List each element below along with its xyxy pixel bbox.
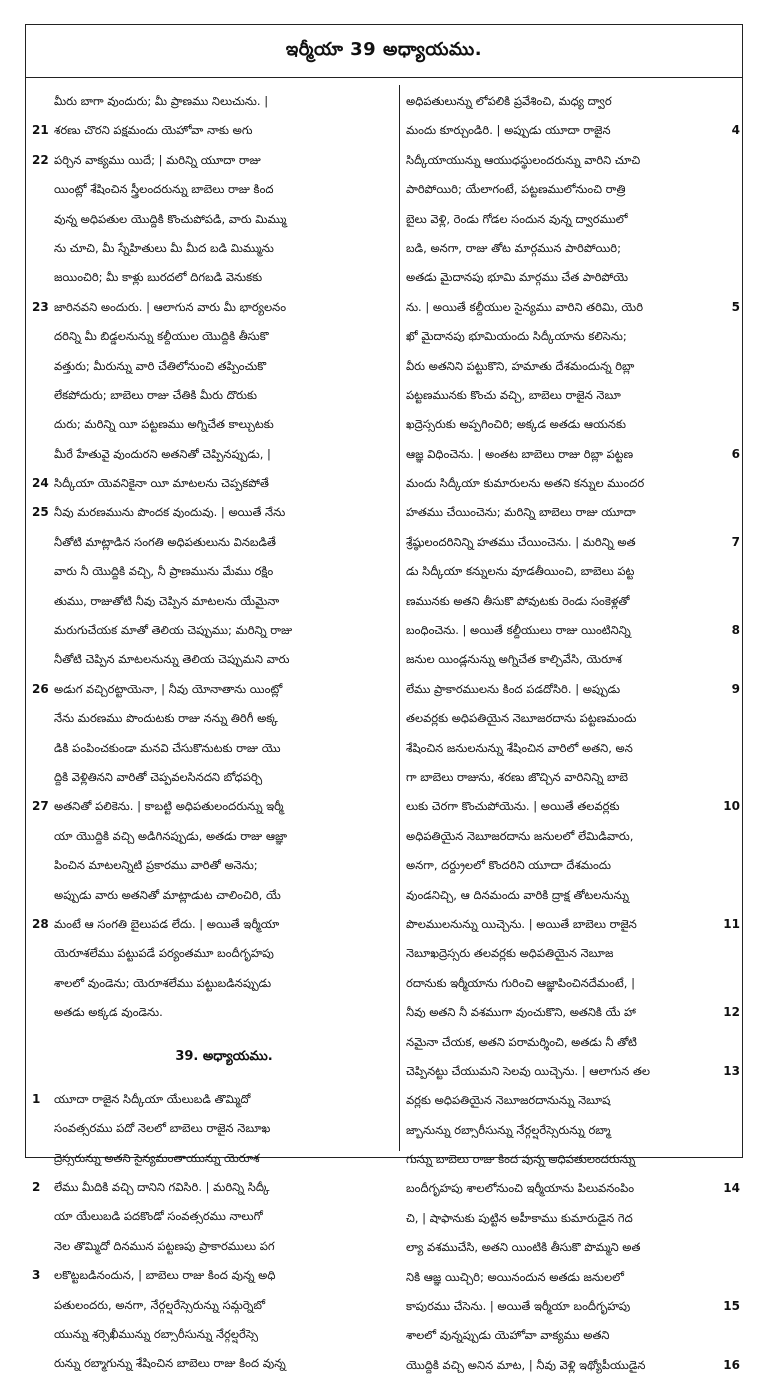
text-line (406, 352, 740, 381)
line-text: యెరూశలేము పట్టుపడే పర్యంతమూ బందీగృహపు (54, 946, 274, 961)
text-line (32, 410, 394, 439)
text-line (406, 587, 740, 616)
text-line (32, 822, 394, 851)
line-text: శేషించిన జనులనున్ను శేషించిన వారిలో అతని, అన (406, 740, 633, 755)
page-title: ఇర్మీయా 39 అధ్యాయము. (285, 38, 483, 60)
line-text: పర్చిన వాక్యము యిదే; | మరిన్ని యూదా రాజు (54, 152, 261, 167)
line-text: కాపురము చేసెను. | అయితే ఇర్మీయా బందీగృహపు (406, 1299, 631, 1314)
text-line (32, 704, 394, 733)
text-line (406, 116, 740, 145)
text-line (406, 1086, 740, 1115)
text-line (32, 1114, 394, 1143)
line-text: ను. | అయితే కల్దీయుల సైన్యము వారిని తరిమి, యెరి (406, 299, 644, 314)
verse-number: 3 (32, 1268, 41, 1283)
text-line (32, 1291, 394, 1320)
text-line (406, 146, 740, 175)
line-text: పొలములనున్ను యిచ్చెను. | అయితే బాబెలు రాజైన (406, 916, 637, 931)
verse-number: 25 (32, 505, 49, 520)
text-line (32, 645, 394, 674)
text-line (32, 263, 394, 292)
text-line (406, 998, 740, 1027)
line-text: సంవత్సరము పదో నెలలో బాబెలు రాజైన నెబూఖ (54, 1121, 271, 1136)
text-line (406, 322, 740, 351)
line-text: అతడు అక్కడ వుండెను. (54, 1005, 163, 1020)
line-text: నమైనా చేయక, అతని పరామర్శించి, అతడు నీ తోటి (406, 1034, 637, 1049)
text-line (406, 205, 740, 234)
line-text: నీవు మరణమును పొందక వుందువు. | అయితే నేను (54, 505, 286, 520)
text-line (406, 528, 740, 557)
verse-number: 6 (731, 446, 740, 461)
text-line (406, 469, 740, 498)
verse-number: 22 (32, 152, 49, 167)
verse-number: 4 (731, 123, 740, 138)
line-text: రున్ను రబ్మాగున్ను శేషించిన బాబెలు రాజు కింద వున్న (54, 1356, 286, 1371)
text-line (32, 205, 394, 234)
line-text: బందీగృహపు శాలలోనుంచి ఇర్మీయాను పిలువనంపిం (406, 1181, 635, 1196)
text-line (32, 763, 394, 792)
line-text: బైలు వెళ్లి, రెండు గోడల సందున వున్న ద్వారములో (406, 211, 628, 226)
text-line (32, 881, 394, 910)
line-text: శరణు చొరని పక్షమందు యెహోవా నాకు అగు (54, 123, 253, 138)
text-line (406, 675, 740, 704)
text-line (406, 734, 740, 763)
line-text: లుకు చెరగా కొంచుపోయెను. | అయితే తలవర్లకు (406, 799, 620, 814)
text-line (32, 116, 394, 145)
line-text: జనుల యిండ్లనున్ను అగ్నిచేత కాల్చివేసి, యెరూశ (406, 652, 622, 667)
verse-number: 23 (32, 299, 49, 314)
line-text: లేము మీదికి వచ్చి దానిని గవిసిరి. | మరిన్ని సిద్కీ (54, 1180, 270, 1195)
line-text: శాలలో వుండెను; యెరూశలేము పట్టుబడినప్పుడు (54, 975, 272, 990)
text-line (406, 616, 740, 645)
line-text: జ్బానున్ను రబ్సారీసున్ను నేర్గల్షరేస్సెరున్ను రబ్మా (406, 1122, 611, 1137)
text-line (406, 1116, 740, 1145)
text-line (32, 1085, 394, 1114)
text-line (406, 1057, 740, 1086)
line-text: తుము, రాజుతోటి నీవు చెప్పిన మాటలను యేమైనా (54, 593, 280, 608)
line-text: గున్ను బాబెలు రాజు కింద వున్న అధిపతులందరున్ను (406, 1152, 636, 1167)
line-text: ద్రెస్సరున్ను అతని సైన్యమంతాయున్ను యెరూశ (54, 1150, 260, 1165)
verse-number: 13 (723, 1063, 740, 1078)
line-text: యొద్దికి వచ్చి అనిన మాట, | నీవు వెళ్లి ఇథ్యోపీయుడైన (406, 1357, 646, 1372)
verse-number: 7 (731, 534, 740, 549)
text-line (32, 381, 394, 410)
text-line (32, 352, 394, 381)
text-line (406, 792, 740, 821)
verse-number: 10 (723, 799, 740, 814)
verse-number: 26 (32, 681, 49, 696)
text-line (32, 998, 394, 1027)
line-text: అప్పుడు వారు అతనితో మాట్లాడుట చాలించిరి, యే (54, 887, 281, 902)
text-line (32, 440, 394, 469)
line-text: నీతోటి మాట్లాడిన సంగతి అధిపతులును వినబడితే (54, 534, 276, 549)
text-line (32, 1349, 394, 1378)
line-text: దురు; మరిన్ని యీ పట్టణము అగ్నిచేత కాల్చుటకు (54, 417, 274, 432)
document-page (25, 24, 743, 1372)
line-text: జారినవని అందురు. | ఆలాగున వారు మీ భార్యలనం (54, 299, 287, 314)
line-text: అతనితో పలికెను. | కాబట్టి అధిపతులందరున్ను ఇర్మీ (54, 799, 284, 814)
verse-number: 16 (723, 1357, 740, 1372)
verse-number: 12 (723, 1005, 740, 1020)
line-text: వత్తురు; మీరున్ను వారి చేతిలోనుంచి తప్పించుకొ (54, 358, 267, 373)
text-line (32, 87, 394, 116)
line-text: నీవు అతని నీ వశముగా వుంచుకొని, అతనికి యే హా (406, 1005, 636, 1020)
text-line (32, 1202, 394, 1231)
text-line (406, 1174, 740, 1203)
text-line (406, 969, 740, 998)
text-line (406, 1263, 740, 1292)
text-line (406, 763, 740, 792)
text-line (406, 822, 740, 851)
verse-number: 9 (731, 681, 740, 696)
line-text: జయించిరి; మీ కాళ్లు బురదలో దిగబడి వెనుకకు (54, 270, 263, 285)
line-text: ఆజ్ఞ విధించెను. | అంతట బాబెలు రాజు రిబ్లా పట్టణ (406, 446, 634, 461)
spacer (32, 1028, 394, 1042)
line-text: హతము చేయించెను; మరిన్ని బాబెలు రాజు యూదా (406, 505, 636, 520)
text-line (32, 675, 394, 704)
text-line (406, 704, 740, 733)
line-text: చెప్పినట్టు చేయుమని సెలవు యిచ్చెను. | ఆలాగున తల (406, 1063, 651, 1078)
verse-number: 21 (32, 123, 49, 138)
text-line (406, 1204, 740, 1233)
verse-number: 11 (723, 916, 740, 931)
line-text: యున్ను శర్సెఖీమున్ను రబ్సారీసున్ను నేర్గల్షరేస్సె (54, 1327, 259, 1342)
verse-number: 24 (32, 476, 49, 491)
line-text: నీతోటి చెప్పిన మాటలనున్ను తెలియ చెప్పుమని వారు (54, 652, 290, 667)
line-text: చి, | షాఫానుకు పుట్టిన అహీకాము కుమారుడైన గెద (406, 1210, 633, 1225)
line-text: మరుగుచేయక మాతో తెలియ చెప్పుము; మరిన్ని రాజు (54, 623, 293, 638)
text-line (32, 322, 394, 351)
chapter-heading: 39. అధ్యాయము. (175, 1048, 273, 1064)
verse-number: 27 (32, 799, 49, 814)
verse-number: 5 (731, 299, 740, 314)
line-text: అధిపతియైన నెబూజరదాను జనులలో లేమిడివారు, (406, 828, 634, 843)
text-line (406, 1351, 740, 1380)
line-text: యూదా రాజైన సిద్కీయా యేలుబడి తొమ్మిదో (54, 1091, 251, 1106)
right-column (406, 87, 740, 1380)
text-line (406, 881, 740, 910)
verse-number: 15 (723, 1299, 740, 1314)
line-text: శ్రేష్ఠులందరినిన్ని హతము చేయించెను. | మరిన్ని అత (406, 534, 636, 549)
line-text: మంటే ఆ సంగతి బైలుపడ లేదు. | అయితే ఇర్మీయా (54, 916, 280, 931)
line-text: ల్యా వశముచేసి, అతని యింటికి తీసుకొ పొమ్మని అత (406, 1240, 641, 1255)
verse-number: 1 (32, 1091, 41, 1106)
text-line (406, 293, 740, 322)
line-text: అనగా, దర్ద్రులలో కొందరిని యూదా దేశమందు (406, 858, 611, 873)
line-text: ణమునకు అతని తీసుకొ పోవుటకు రెండు సంకెళ్లతో (406, 593, 630, 608)
verse-number: 2 (32, 1180, 41, 1195)
line-text: దరిన్ని మీ బిడ్డలనున్ను కల్దీయుల యొద్దికి తీసుకొ (54, 329, 269, 344)
text-line (406, 557, 740, 586)
line-text: లేము ప్రాకారములను కింద పడదోసిరి. | అప్పుడు (406, 681, 621, 696)
page-header (26, 25, 742, 78)
verse-number: 8 (731, 623, 740, 638)
line-text: మీరు బాగా వుందురు; మీ ప్రాణము నిలుచును. | (54, 94, 269, 108)
line-text: గా బాబెలు రాజును, శరణు జొచ్చిన వారినిన్ని బాబె (406, 769, 628, 784)
line-text: అతడు మైదానపు భూమి మార్గము చేత పారిపోయె (406, 270, 629, 285)
text-line (32, 1261, 394, 1290)
text-line (406, 175, 740, 204)
text-line (32, 969, 394, 998)
text-line (32, 557, 394, 586)
text-line (406, 1028, 740, 1057)
text-line (406, 1233, 740, 1262)
text-line (32, 1173, 394, 1202)
line-text: వారు నీ యొద్దికి వచ్చి, నీ ప్రాణమును మేము రక్షిం (54, 564, 274, 579)
line-text: సిద్కీయా యెవనికైనా యీ మాటలను చెప్పకపోతే (54, 476, 269, 491)
text-line (32, 469, 394, 498)
text-line (406, 440, 740, 469)
text-line (406, 381, 740, 410)
line-text: యా యొద్దికి వచ్చి అడిగినప్పుడు, అతడు రాజు ఆజ్ఞా (54, 828, 288, 843)
text-line (32, 175, 394, 204)
line-text: శాలలో వున్నప్పుడు యెహోవా వాక్యము అతని (406, 1328, 610, 1343)
line-text: వీరు అతనిని పట్టుకొని, హమాతు దేశమందున్న రిబ్లా (406, 358, 635, 373)
line-text: లకొట్టబడినందున, | బాబెలు రాజు కింద వున్న అధి (54, 1268, 276, 1283)
spacer (32, 1071, 394, 1085)
line-text: లేకపోదురు; బాబెలు రాజు చేతికి మీరు దొరుకు (54, 387, 257, 402)
line-text: ఖో మైదానపు భూమియందు సిద్కీయాను కలిసెను; (406, 329, 627, 344)
line-text: అడుగ వచ్చిరట్టాయెనా, | నీవు యోనాతాను యింట్లో (54, 681, 283, 696)
line-text: యా యేలుబడి పదకొండో సంవత్సరము నాలుగో (54, 1209, 263, 1224)
verse-number: 28 (32, 916, 49, 931)
text-line (406, 498, 740, 527)
line-text: డు సిద్కీయా కన్నులను వూడతీయించి, బాబెలు పట్ట (406, 564, 635, 579)
text-line (32, 1144, 394, 1173)
text-line (32, 234, 394, 263)
line-text: సిద్కీయాయున్ను ఆయుధస్థులందరున్ను వారిని చూచి (406, 152, 641, 167)
text-line (32, 616, 394, 645)
text-line (406, 263, 740, 292)
text-line (406, 1145, 740, 1174)
text-line (32, 293, 394, 322)
line-text: బంధించెను. | అయితే కల్దీయులు రాజు యింటినిన్ని (406, 623, 631, 638)
text-line (32, 146, 394, 175)
line-text: నేను మరణము పొందుటకు రాజు నన్ను తిరిగీ అక్క (54, 711, 278, 726)
text-line (406, 645, 740, 674)
verse-number: 14 (723, 1181, 740, 1196)
left-column (32, 87, 394, 1379)
line-text: అధిపతులున్ను లోపలికి ప్రవేశించి, మధ్య ద్వార (406, 94, 612, 108)
text-line (32, 792, 394, 821)
line-text: ఖద్రెస్సరుకు అప్పగించిరి; అక్కడ అతడు ఆయనకు (406, 417, 626, 432)
line-text: బడి, అనగా, రాజు తోట మార్గమున పారిపోయిరి; (406, 240, 622, 255)
line-text: రదానుకు ఇర్మీయాను గురించి ఆజ్ఞాపించినదేమంటే, | (406, 975, 635, 990)
text-line (406, 939, 740, 968)
line-text: డికి పంపించకుండా మనవి చేసుకొనుటకు రాజు యొ (54, 740, 281, 755)
line-text: నెల తొమ్మిదో దినమున పట్టణపు ప్రాకారములు పగ (54, 1238, 275, 1253)
line-text: మందు సిద్కీయా కుమారులను అతని కన్నుల ముందర (406, 476, 645, 491)
text-line (32, 1320, 394, 1349)
text-line (406, 1292, 740, 1321)
line-text: పతులందరు, అనగా, నేర్గల్షరేస్సెరున్ను సమ్గర్నెబో (54, 1297, 266, 1312)
line-text: పారిపోయిరి; యేలాగంటే, పట్టణములోనుంచి రాత్రి (406, 182, 626, 197)
line-text: పట్టణమునకు కొంచు వచ్చి, బాబెలు రాజైన నెబూ (406, 387, 621, 402)
line-text: మీరే హేతువై వుందురని అతనితో చెప్పినప్పుడు, | (54, 446, 271, 461)
text-line (406, 851, 740, 880)
text-line (32, 851, 394, 880)
text-line (406, 1321, 740, 1350)
line-text: ద్దికి వెళ్లితినని వారితో చెప్పవలసినదని బోధపర్చి (54, 769, 263, 784)
line-text: యింట్లో శేషించిన స్త్రీలందరున్ను బాబెలు రాజు కింద (54, 182, 274, 197)
line-text: మందు కూర్చుండిరి. | అప్పుడు యూదా రాజైన (406, 123, 611, 138)
text-line (32, 528, 394, 557)
line-text: ను చూచి, మీ స్నేహితులు మీ మీద బడి మిమ్మును (54, 240, 274, 255)
line-text: పించిన మాటలన్నిటి ప్రకారము వారితో అనెను; (54, 858, 258, 873)
text-line (406, 234, 740, 263)
text-line (32, 939, 394, 968)
text-columns (26, 79, 742, 1372)
text-line (406, 410, 740, 439)
column-divider (399, 85, 400, 1151)
line-text: నెబూఖద్రెస్సరు తలవర్లకు అధిపతియైన నెబూజ (406, 946, 614, 961)
line-text: వున్న అధిపతుల యొద్దికి కొంచుపోపడి, వారు మిమ్ము (54, 211, 287, 226)
line-text: వర్లకు అధిపతియైన నెబూజరదానున్ను నెబూష (406, 1093, 611, 1108)
text-line (32, 910, 394, 939)
line-text: నికి ఆజ్ఞ యిచ్చిరి; అయినందున అతడు జనులలో (406, 1269, 624, 1284)
text-line (32, 734, 394, 763)
text-line (406, 87, 740, 116)
text-line (32, 1232, 394, 1261)
text-line (32, 587, 394, 616)
text-line (32, 498, 394, 527)
line-text: వుండనిచ్చి, ఆ దినమందు వారికి ద్రాక్ష తోటలనున్ను (406, 887, 630, 902)
text-line (406, 910, 740, 939)
line-text: తలవర్లకు అధిపతియైన నెబూజరదాను పట్టణమందు (406, 711, 637, 726)
